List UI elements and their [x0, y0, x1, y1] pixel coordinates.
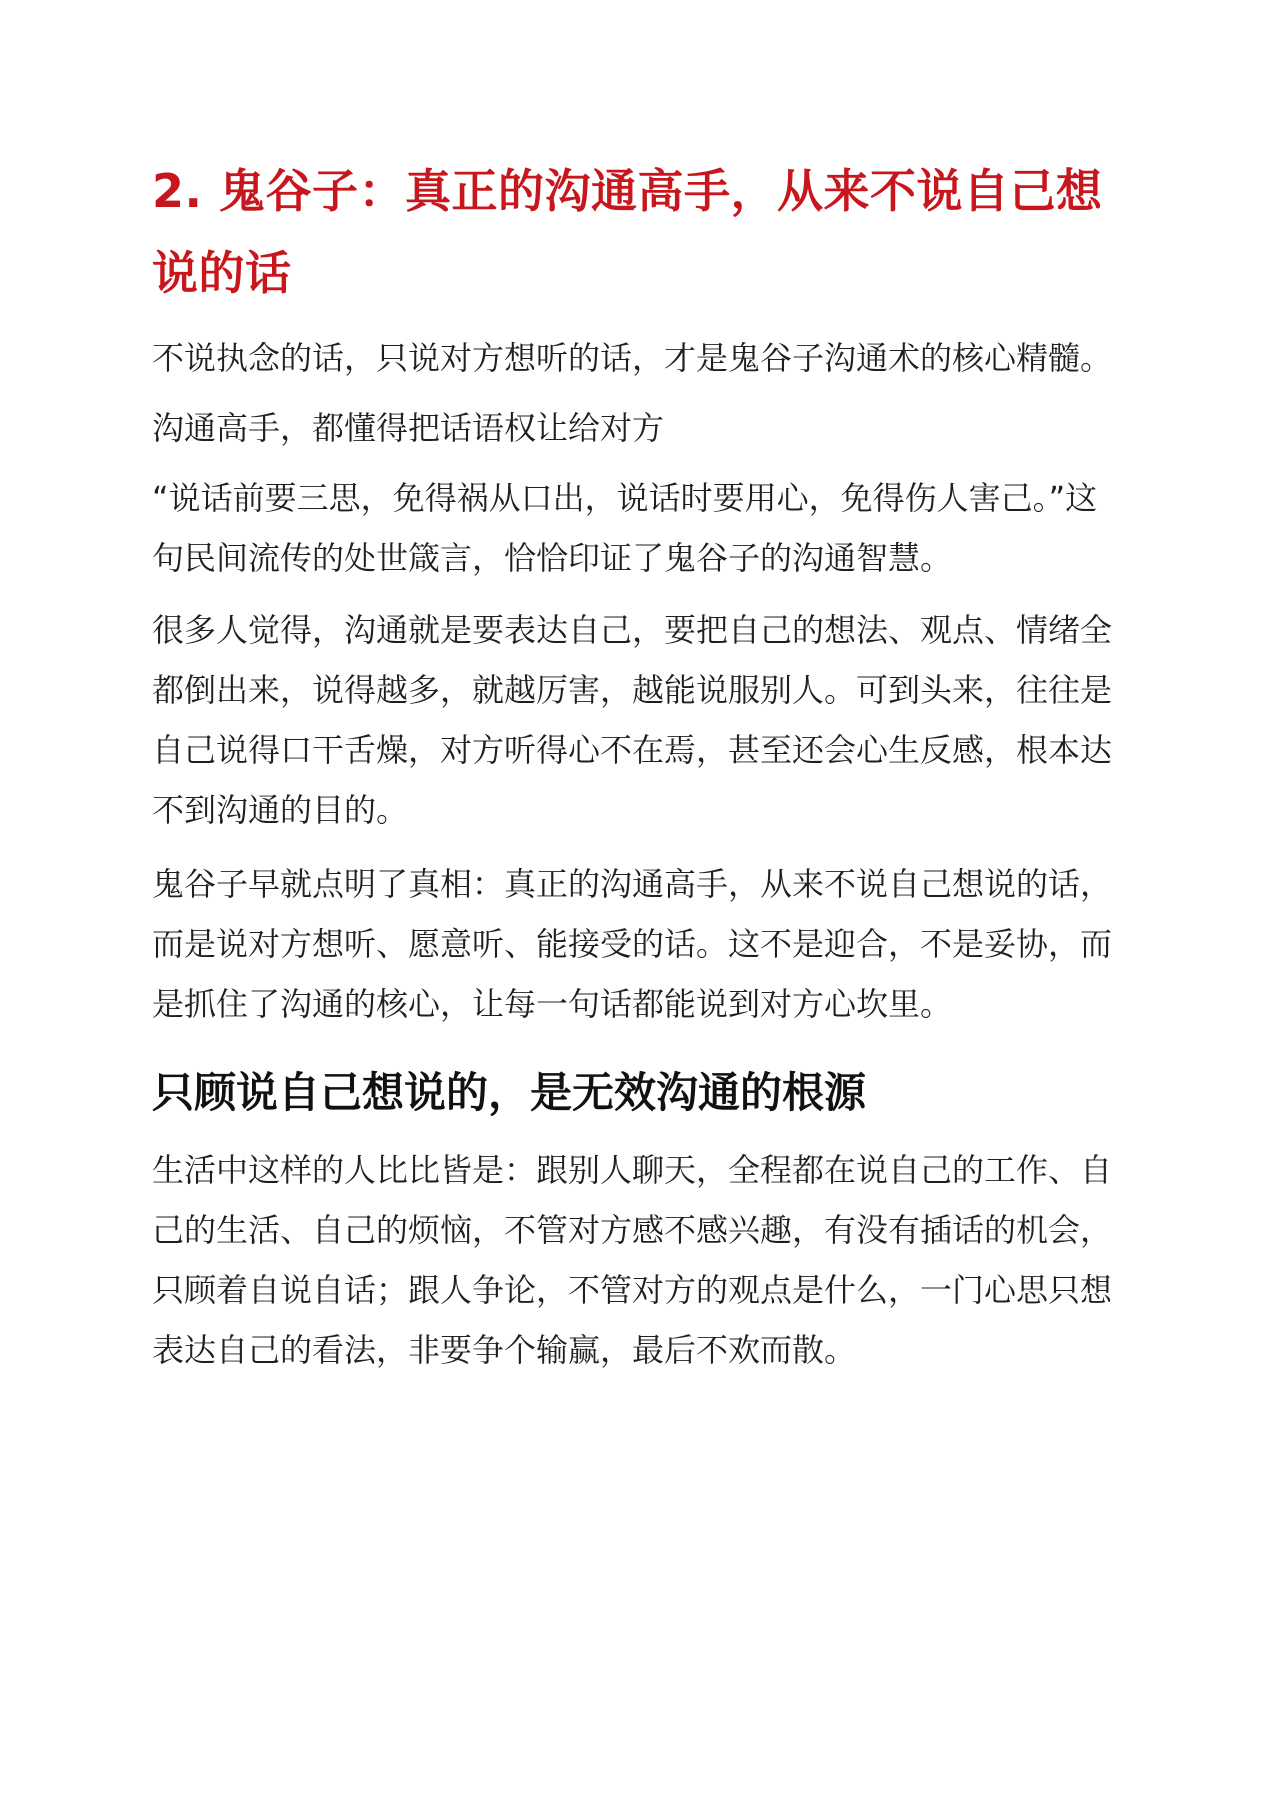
paragraph-common-view: 很多人觉得，沟通就是要表达自己，要把自己的想法、观点、情绪全都倒出来，说得越多，就越厉害，越能说服别人。可到头来，往往是自己说得口干舌燥，对方听得心不在焉，甚至还会心生反感，根本达不到沟通的目的。 — [152, 611, 1113, 829]
paragraph-quote: “说话前要三思，免得祸从口出，说话时要用心，免得伤人害己。”这句民间流传的处世箴言，恰恰印证了鬼谷子的沟通智慧。 — [152, 479, 1098, 577]
paragraph-guiguzi-insight: 鬼谷子早就点明了真相：真正的沟通高手，从来不说自己想说的话，而是说对方想听、愿意听、能接受的话。这不是迎合，不是妥协，而是抓住了沟通的核心，让每一句话都能说到对方心坎里。 — [152, 865, 1113, 1023]
paragraph-examples: 生活中这样的人比比皆是：跟别人聊天，全程都在说自己的工作、自己的生活、自己的烦恼，不管对方感不感兴趣，有没有插话的机会，只顾着自说自话；跟人争论，不管对方的观点是什么，一门心思只想表达自己的看法，非要争个输赢，最后不欢而散。 — [152, 1151, 1113, 1369]
article — [152, 150, 1120, 1380]
article-title: 2. 鬼谷子：真正的沟通高手，从来不说自己想说的话 — [152, 164, 1103, 300]
section-subtitle: 只顾说自己想说的，是无效沟通的根源 — [152, 1068, 867, 1117]
paragraph-lead: 沟通高手，都懂得把话语权让给对方 — [152, 409, 665, 447]
paragraph-intro: 不说执念的话，只说对方想听的话，才是鬼谷子沟通术的核心精髓。 — [152, 339, 1113, 377]
